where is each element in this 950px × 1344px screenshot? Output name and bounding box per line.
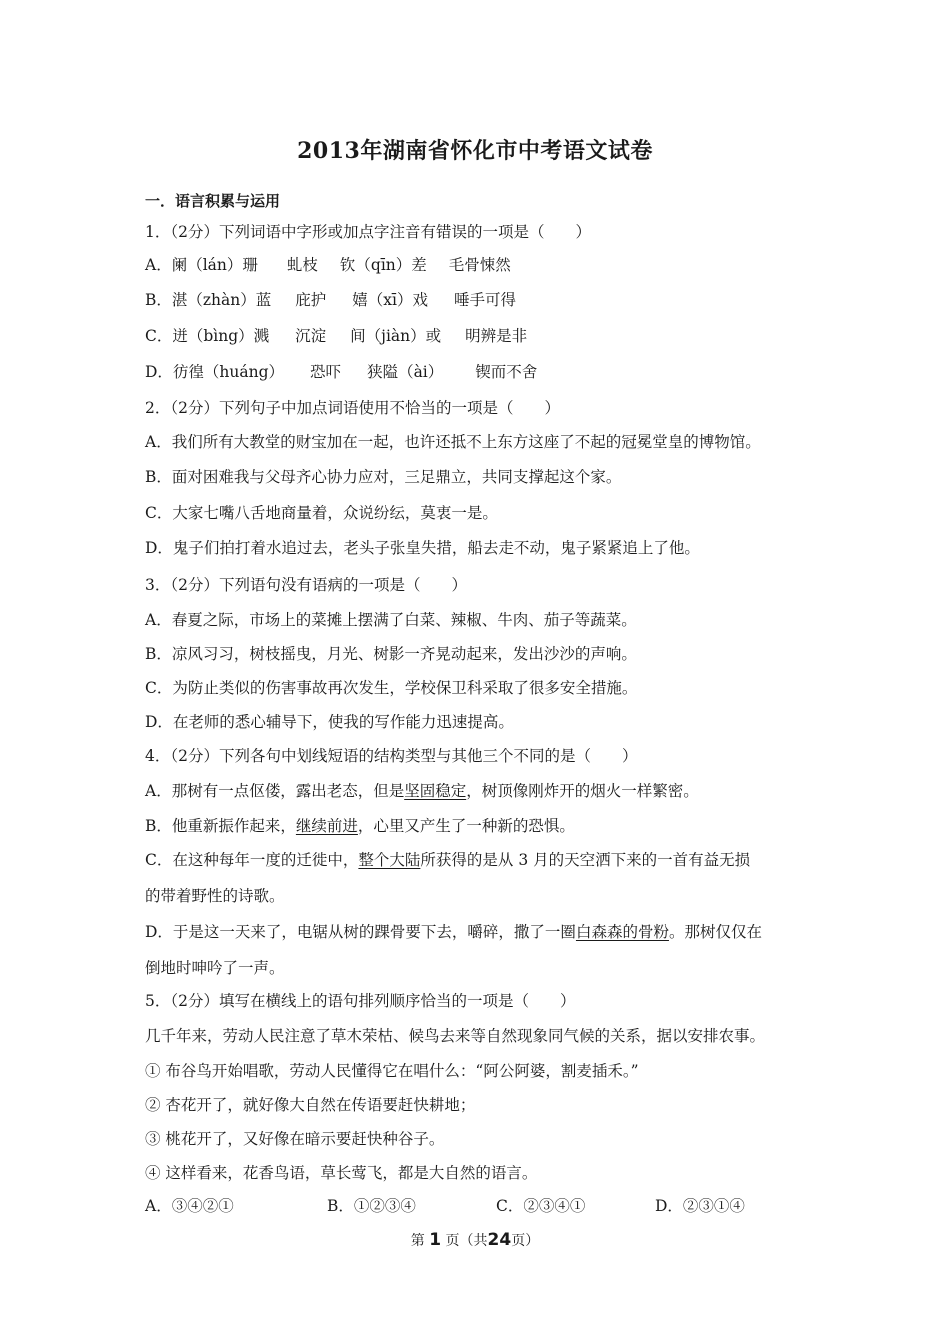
question-2-option-b: B．面对困难我与父母齐心协力应对，三足鼎立，共同支撑起这个家。 [145, 468, 622, 486]
question-3-option-c: C．为防止类似的伤害事故再次发生，学校保卫科采取了很多安全措施。 [145, 679, 638, 697]
question-1-option-a: A．阑（lán）珊 虬枝 钦（qīn）差 毛骨悚然 [145, 256, 511, 274]
page-number: 1 [429, 1230, 442, 1250]
question-4-option-d: D．于是这一天来了，电锯从树的踝骨要下去，嚼碎，撒了一圈白森森的骨粉。那树仅仅在 [145, 923, 762, 941]
question-4-stem: 4．（2分）下列各句中划线短语的结构类型与其他三个不同的是（ ） [145, 747, 638, 765]
underlined-phrase: 坚固稳定 [404, 782, 467, 800]
question-2-option-c: C．大家七嘴八舌地商量着，众说纷纭，莫衷一是。 [145, 504, 498, 522]
question-5-stem: 5．（2分）填写在横线上的语句排列顺序恰当的一项是（ ） [145, 992, 576, 1010]
question-5-intro: 几千年来，劳动人民注意了草木荣枯、候鸟去来等自然现象同气候的关系，据以安排农事。 [145, 1027, 766, 1045]
question-5-sentence-2: ② 杏花开了，就好像大自然在传语要赶快耕地； [145, 1096, 476, 1114]
question-3-option-a: A．春夏之际，市场上的菜摊上摆满了白菜、辣椒、牛肉、茄子等蔬菜。 [145, 611, 637, 629]
question-4-option-c: C．在这种每年一度的迁徙中，整个大陆所获得的是从 3 月的天空洒下来的一首有益无损 [145, 851, 751, 869]
underlined-phrase: 继续前进 [295, 817, 358, 835]
question-2-option-d: D．鬼子们拍打着水追过去，老头子张皇失措，船去走不动，鬼子紧紧追上了他。 [145, 539, 700, 557]
question-3-stem: 3．（2分）下列语句没有语病的一项是（ ） [145, 576, 467, 594]
question-5-option-d: D．②③①④ [655, 1197, 745, 1215]
page-total: 24 [487, 1230, 512, 1250]
page-footer: 第 1 页（共24页） [410, 1230, 540, 1250]
question-5-option-b: B．①②③④ [327, 1197, 416, 1215]
question-3-option-d: D．在老师的悉心辅导下，使我的写作能力迅速提高。 [145, 713, 514, 731]
question-3-option-b: B．凉风习习，树枝摇曳，月光、树影一齐晃动起来，发出沙沙的声响。 [145, 645, 637, 663]
underlined-phrase: 白森森的骨粉 [575, 923, 669, 941]
question-1-stem: 1．（2分）下列词语中字形或加点字注音有错误的一项是（ ） [145, 223, 591, 241]
section-heading: 一．语言积累与运用 [145, 192, 281, 210]
question-1-option-b: B．湛（zhàn）蓝 庇护 嬉（xī）戏 唾手可得 [145, 291, 516, 309]
question-5-sentence-1: ① 布谷鸟开始唱歌，劳动人民懂得它在唱什么：“阿公阿婆，割麦插禾。” [145, 1062, 639, 1080]
question-5-option-c: C．②③④① [496, 1197, 586, 1215]
question-4-option-b: B．他重新振作起来，继续前进，心里又产生了一种新的恐惧。 [145, 817, 575, 835]
question-4-option-c-continued: 的带着野性的诗歌。 [145, 887, 285, 905]
underlined-phrase: 整个大陆 [358, 851, 421, 869]
question-5-sentence-3: ③ 桃花开了，又好像在暗示要赶快种谷子。 [145, 1130, 445, 1148]
question-4-option-d-continued: 倒地时呻吟了一声。 [145, 959, 285, 977]
question-1-option-c: C．迸（bìng）溅 沉淀 间（jiàn）或 明辨是非 [145, 327, 528, 345]
question-5-options [0, 1196, 950, 1218]
exam-title: 2013年湖南省怀化市中考语文试卷 [297, 138, 653, 164]
question-2-stem: 2．（2分）下列句子中加点词语使用不恰当的一项是（ ） [145, 399, 560, 417]
question-5-sentence-4: ④ 这样看来，花香鸟语，草长莺飞，都是大自然的语言。 [145, 1164, 538, 1182]
question-4-option-a: A．那树有一点伛偻，露出老态，但是坚固稳定，树顶像刚炸开的烟火一样繁密。 [145, 782, 699, 800]
question-5-option-a: A．③④②① [145, 1197, 234, 1215]
question-1-option-d: D．彷徨（huáng） 恐吓 狭隘（ài） 锲而不舍 [145, 363, 538, 381]
question-2-option-a: A．我们所有大教堂的财宝加在一起，也许还抵不上东方这座了不起的冠冕堂皇的博物馆。 [145, 433, 761, 451]
